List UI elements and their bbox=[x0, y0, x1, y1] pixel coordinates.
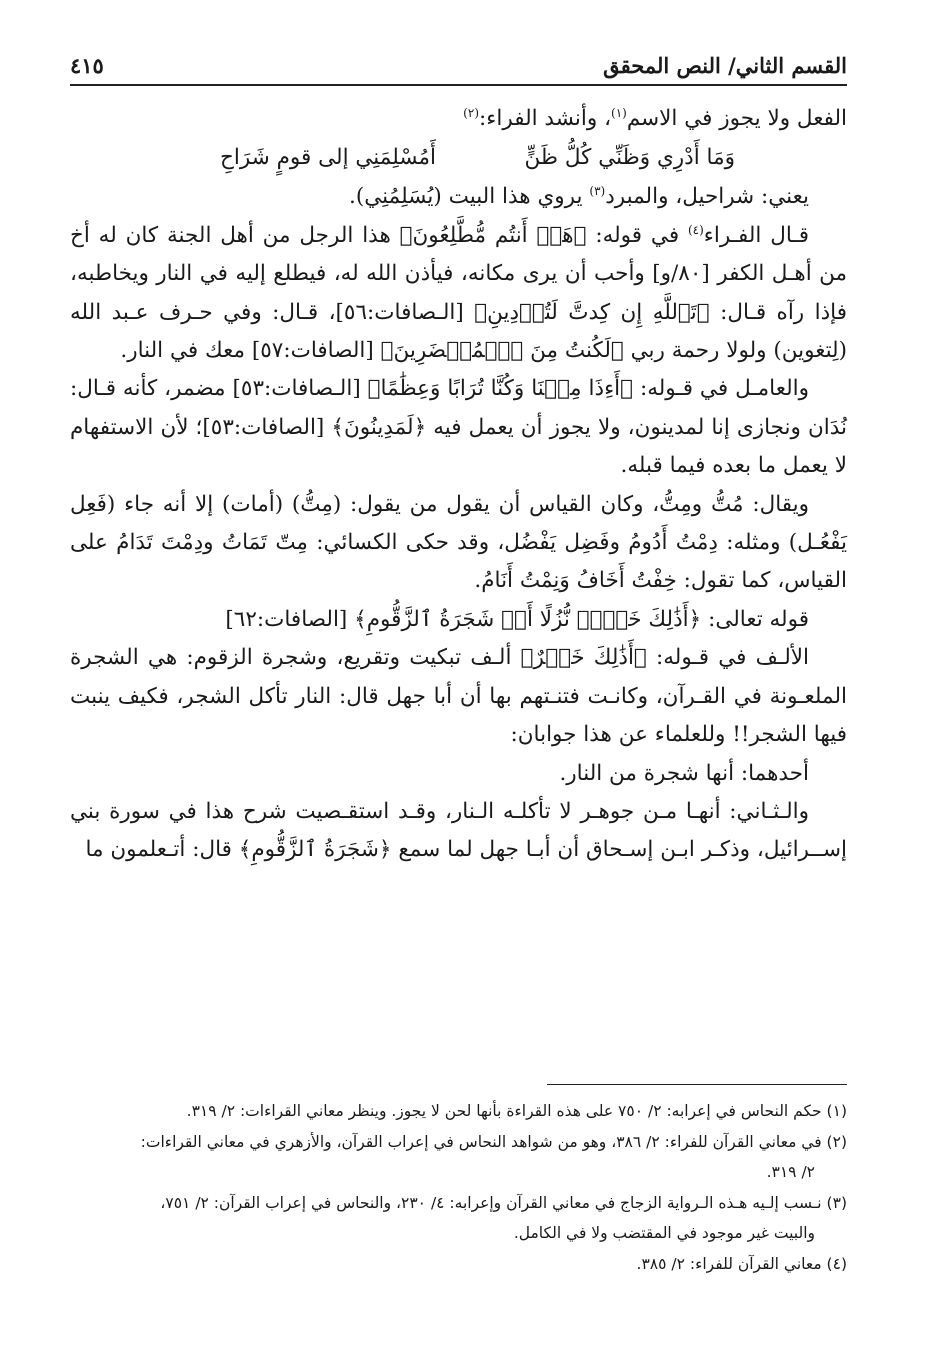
paragraph: ويقال: مُتُّ ومِتُّ، وكان القياس أن يقول من يقول: (مِتُّ) (أمات) إلا أنه جاء (فَعِل يَفْعُـل) ومثله: دِمْتُ أَدُومُ وفَضِل يَفْضُل، وقد حكى الكسائي: مِتّ تَمَاتُ ودِمْتَ تَدَامُ على القياس، كما تقول: خِفْتُ أَخَافُ وَنِمْتُ أَنَامُ. bbox=[70, 491, 847, 594]
footnote: (٣) نـسب إلـيه هـذه الـرواية الزجاج في معاني القرآن وإعرابه: ٤/ ٢٣٠، والنحاس في إعراب القرآن: ٢/ ٧٥١، bbox=[160, 1193, 847, 1212]
footnote-ref: (٤) bbox=[687, 222, 704, 237]
footnote: (١) حكم النحاس في إعرابه: ٢/ ٧٥٠ على هذه القراءة بأنها لحن لا يجوز. وينظر معاني القراءات: ٢/ ٣١٩. bbox=[186, 1102, 847, 1120]
footnote: (٢) في معاني القرآن للفراء: ٢/ ٣٨٦، وهو من شواهد النحاس في إعراب القرآن، والأزهري في معاني القراءات: bbox=[140, 1132, 847, 1151]
verse-second-hemistich: أَمُسْلِمَنِي إلى قومٍ شَرَاحِ bbox=[220, 145, 436, 171]
paragraph: والـثـاني: أنهـا مـن جوهـر لا تأكلـه الـنار، وقـد استقـصيت شرح هذا في سورة بني إســرائيل، وذكـر ابـن إسـحاق أن أبـا جهل لما سمع ﴿شَجَرَةُ ٱلزَّقُّومِ﴾ قال: أتـعلمون ما bbox=[70, 798, 847, 863]
poetry-verse bbox=[70, 138, 847, 178]
footnote-ref: (٢) bbox=[463, 105, 479, 120]
footnote-ref: (٣) bbox=[589, 184, 606, 199]
paragraph: الألـف في قـوله: ﴿أَذَٰلِكَ خَيۡرٌ﴾ ألـف تبكيت وتقريع، وشجرة الزقوم: هي الشجرة الملعـونة في القـرآن، وكانـت فتنـتهم بها أن أبا جهل قال: النار تأكل الشجر، فكيف ينبت فيها الشجر!! وللعلماء عن هذا جوابان: bbox=[70, 645, 847, 748]
paragraph: والعامـل في قـوله: ﴿أَءِذَا مِتۡنَا وَكُنَّا تُرَابًا وَعِظَٰمًا﴾ [الـصافات:٥٣] مضمر، كأنه قـال: نُدَان ونجازى إنا لمدينون، ولا يجوز أن يعمل فيه ﴿لَمَدِينُونَ﴾ [الصافات:٥٣]؛ لأن الاستفهام لا يعمل ما بعده فيما قبله. bbox=[70, 376, 847, 479]
paragraph: قوله تعالى: ﴿أَذَٰلِكَ خَيۡرٞ نُّزُلًا أَمۡ شَجَرَةُ ٱلزَّقُّومِ﴾ [الصافات:٦٢] bbox=[225, 606, 809, 632]
footnotes bbox=[70, 1096, 847, 1279]
paragraph: قـال الفـراء$^{(٤)}$ في قوله: ﴿هَلۡ أَنتُم مُّطَّلِعُونَ﴾ هذا الرجل من أهل الجنة كان له أخ من أهـل الكفر [٨٠/و] وأحب أن يرى مكانه، فيأذن الله له، فيطلع إليه في النار ويخاطبه، فإذا رآه قـال: ﴿تَٱللَّهِ إِن كِدتَّ لَتُرۡدِينِ﴾ [الـصافات:٥٦]، قـال: وفي حـرف عـبد الله (لِتغوين) ولولا رحمة ربي ﴿لَكُنتُ مِنَ ٱلۡمُحۡضَرِينَ﴾ [الصافات:٥٧] معك في النار. bbox=[70, 222, 847, 364]
footnote-continuation: ٢/ ٣١٩. bbox=[766, 1163, 815, 1181]
paragraph: الفعل ولا يجوز في الاسم$^{(١)}$، وأنشد الفراء:$^{(٢)}$ bbox=[463, 105, 847, 131]
footnote-divider bbox=[547, 1084, 847, 1085]
footnote-continuation: والبيت غير موجود في المقتضب ولا في الكامل. bbox=[513, 1224, 815, 1242]
paragraph: يعني: شراحيل، والمبرد$^{(٣)}$ يروي هذا البيت (يُسَلِمُنِي). bbox=[349, 184, 809, 210]
running-title: القسم الثاني/ النص المحقق bbox=[603, 53, 847, 78]
main-text bbox=[70, 100, 847, 870]
header-divider bbox=[70, 84, 847, 86]
footnote: (٤) معاني القرآن للفراء: ٢/ ٣٨٥. bbox=[636, 1254, 847, 1273]
page-number: ٤١٥ bbox=[70, 53, 104, 78]
footnote-ref: (١) bbox=[611, 105, 627, 120]
page-header bbox=[70, 38, 847, 78]
verse-first-hemistich: وَمَا أَدْرِي وَظَنِّي كُلُّ ظَنٍّ bbox=[524, 145, 735, 171]
paragraph: أحدهما: أنها شجرة من النار. bbox=[559, 760, 809, 786]
